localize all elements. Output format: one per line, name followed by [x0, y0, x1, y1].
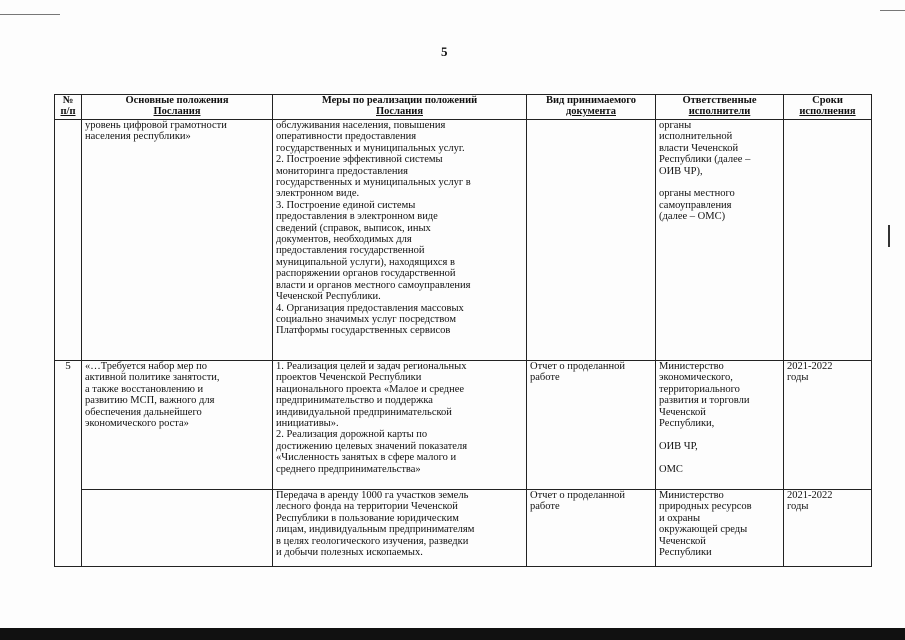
cell-text-line: предпринимательство и поддержка [276, 395, 433, 407]
cell-text-line: 2021-2022 [787, 490, 833, 501]
scan-artifact [880, 10, 905, 11]
cell-text-line: развития и торговли [659, 395, 750, 407]
cell-text-line: Передача в аренду 1000 га участков земель [276, 490, 469, 501]
cell-text-line: «Численность занятых в сфере малого и [276, 452, 457, 464]
scan-artifact [888, 225, 890, 247]
header-responsible: Ответственные исполнители [656, 95, 784, 120]
row-number-cell [55, 120, 82, 361]
cell-text-line: и добычи полезных ископаемых. [276, 547, 423, 559]
cell-text-line: ОИВ ЧР, [659, 440, 698, 452]
cell-text-line: лицам, индивидуальным предпринимателям [276, 524, 475, 536]
header-message-positions: Основные положения Послания [82, 95, 273, 120]
cell-text-line: Республики в пользование юридическим [276, 512, 459, 524]
cell-text-line: Республики, [659, 418, 715, 430]
cell-text-line: экономического роста» [85, 418, 189, 430]
cell-text-line: предоставления в электронном виде [276, 211, 438, 223]
cell-text-line: Чеченской Республики. [276, 291, 381, 303]
message-position-cell [82, 120, 273, 361]
cell-text-line: мониторинга предоставления [276, 165, 408, 177]
deadline-cell [784, 490, 872, 567]
cell-text-line: Чеченской [659, 406, 706, 418]
cell-text-line: Платформы государственных сервисов [276, 325, 451, 337]
cell-text-line: социально значимых услуг посредством [276, 313, 456, 325]
cell-text-line: национального проекта «Малое и среднее [276, 383, 465, 395]
cell-text-line: распоряжении органов государственной [276, 268, 456, 280]
cell-text-line: Чеченской [659, 535, 706, 547]
responsible-cell [656, 361, 784, 490]
cell-text-line: предоставления государственной [276, 245, 425, 257]
header-number: № п/п [55, 95, 82, 120]
cell-text-line: и охраны [659, 512, 701, 524]
cell-text-line: 2021-2022 [787, 361, 833, 372]
cell-text-line: экономического, [659, 372, 733, 384]
cell-text-line: ОИВ ЧР), [659, 165, 703, 177]
table-header-row [55, 95, 872, 120]
cell-text-line [659, 177, 780, 188]
cell-text-line: государственных и муниципальных услуг. [276, 142, 465, 154]
cell-text-line: годы [787, 372, 809, 384]
cell-text-line: сведений (справок, выписок, иных [276, 222, 431, 234]
cell-text-line: исполнительной [659, 131, 733, 143]
cell-text-line [659, 452, 780, 463]
cell-text-line: работе [530, 372, 560, 384]
responsible-cell [656, 490, 784, 567]
page-number: 5 [441, 44, 448, 59]
cell-text-line: достижению целевых значений показателя [276, 440, 468, 452]
responsible-cell [656, 120, 784, 361]
message-position-cell [82, 490, 273, 567]
cell-text-line: власти и органов местного самоуправления [276, 279, 471, 291]
measures-cell [273, 120, 527, 361]
deadline-cell [784, 361, 872, 490]
document-type-cell [527, 361, 656, 490]
cell-text-line: 4. Организация предоставления массовых [276, 302, 464, 314]
cell-text-line: 1. Реализация целей и задач региональных [276, 361, 467, 372]
cell-text-line: индивидуальной предпринимательской [276, 406, 452, 418]
cell-text-line: органы [659, 120, 692, 131]
header-measures: Меры по реализации положений Послания [273, 95, 527, 120]
cell-text-line: обеспечения дальнейшего [85, 406, 202, 418]
cell-text-line: работе [530, 501, 560, 513]
cell-text-line: проектов Чеченской Республики [276, 372, 422, 384]
cell-text-line: развитию МСП, важного для [85, 395, 215, 407]
cell-text-line: инициативы». [276, 418, 339, 430]
cell-text-line: обслуживания населения, повышения [276, 120, 446, 131]
table-row [55, 490, 872, 567]
cell-text-line: лесного фонда на территории Чеченской [276, 501, 458, 513]
document-type-cell [527, 120, 656, 361]
cell-text-line: населения республики» [85, 131, 191, 143]
cell-text-line: власти Чеченской [659, 142, 739, 154]
cell-text-line: уровень цифровой грамотности [85, 120, 227, 131]
header-document-type: Вид принимаемого документа [527, 95, 656, 120]
cell-text-line: органы местного [659, 188, 735, 200]
cell-text-line: Республики [659, 547, 712, 559]
cell-text-line: а также восстановлению и [85, 383, 204, 395]
header-deadlines: Сроки исполнения [784, 95, 872, 120]
cell-text-line: 3. Построение единой системы [276, 199, 416, 211]
cell-text-line: активной политике занятости, [85, 372, 220, 384]
cell-text-line: 2. Реализация дорожной карты по [276, 429, 428, 441]
cell-text-line: 2. Построение эффективной системы [276, 154, 443, 166]
cell-text-line: Республики (далее – [659, 154, 751, 166]
cell-text-line: годы [787, 501, 809, 513]
cell-text-line: документов, необходимых для [276, 234, 412, 246]
row-number-cell: 5 [55, 361, 82, 567]
action-plan-table [54, 94, 872, 567]
deadline-cell [784, 120, 872, 361]
scan-artifact [0, 14, 60, 15]
cell-text-line: в целях геологического изучения, разведки [276, 535, 469, 547]
document-type-cell [527, 490, 656, 567]
cell-text-line: Министерство [659, 490, 724, 501]
cell-text-line: оперативности предоставления [276, 131, 417, 143]
cell-text-line: муниципальной услуги), находящихся в [276, 256, 455, 268]
scan-bottom-border [0, 628, 905, 640]
table-row [55, 120, 872, 361]
cell-text-line [659, 429, 780, 440]
cell-text-line: среднего предпринимательства» [276, 463, 421, 475]
measures-cell [273, 361, 527, 490]
cell-text-line: государственных и муниципальных услуг в [276, 177, 471, 189]
cell-text-line: Министерство [659, 361, 724, 372]
cell-text-line: электронном виде. [276, 188, 360, 200]
cell-text-line: окружающей среды [659, 524, 748, 536]
table-row [55, 361, 872, 490]
cell-text-line: Отчет о проделанной [530, 361, 626, 372]
cell-text-line: ОМС [659, 463, 683, 475]
measures-cell [273, 490, 527, 567]
cell-text-line: природных ресурсов [659, 501, 752, 513]
cell-text-line: (далее – ОМС) [659, 211, 726, 223]
cell-text-line: «…Требуется набор мер по [85, 361, 208, 372]
message-position-cell [82, 361, 273, 490]
cell-text-line: самоуправления [659, 199, 732, 211]
cell-text-line: территориального [659, 383, 740, 395]
cell-text-line: Отчет о проделанной [530, 490, 626, 501]
